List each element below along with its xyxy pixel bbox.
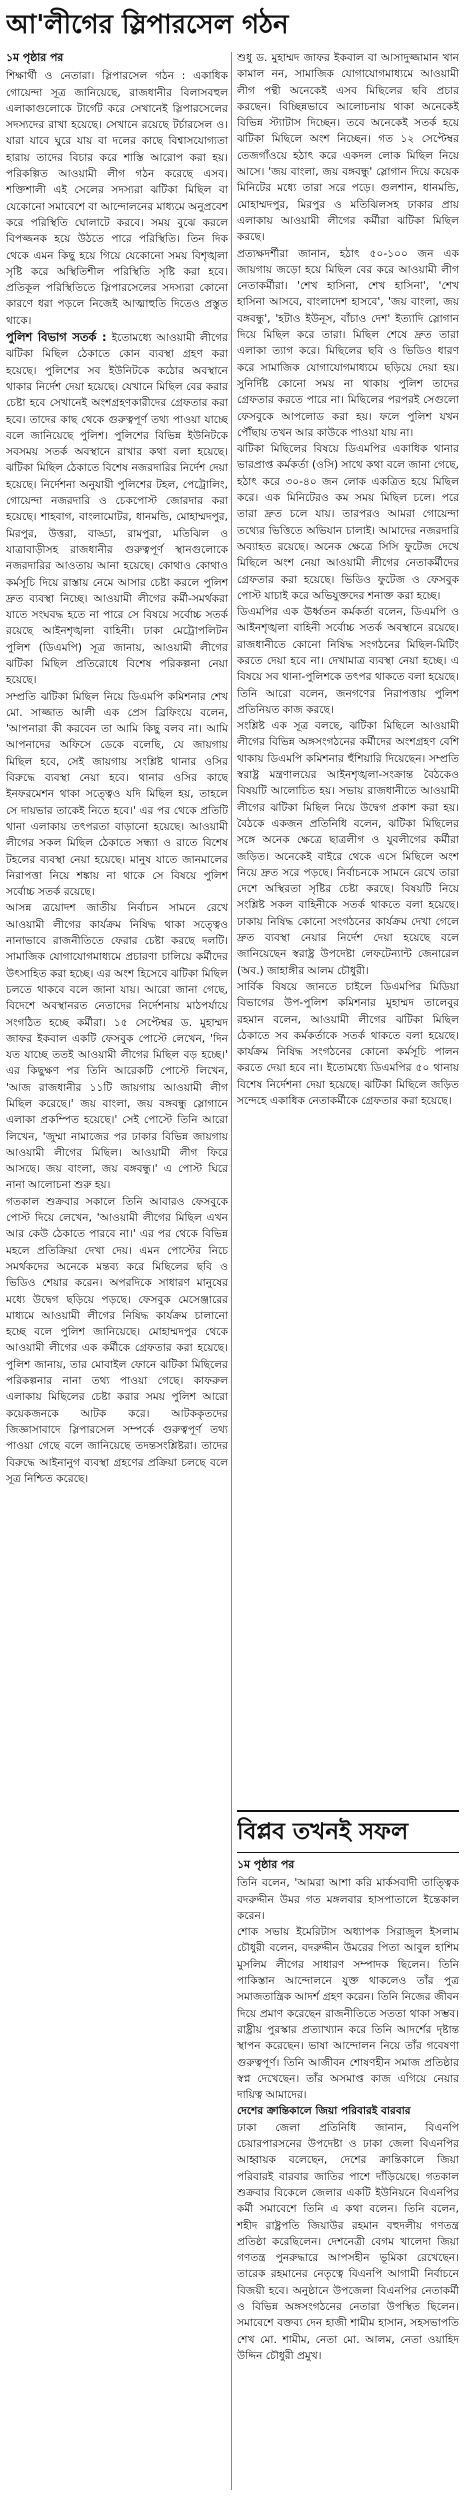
section-subhead: পুলিশ বিভাগ সতর্ক : xyxy=(6,330,107,345)
second-story xyxy=(237,1810,459,2364)
article-paragraph: শুধু ড. মুহাম্মদ জাফর ইকবাল বা আসাদুজ্জামান খান কামাল নন, সামাজিক যোগাযোগমাধ্যমে আওয়ামী লীগ পন্থী অনেকেই এসব মিছিলের ছবি প্রচার করছেন। বিচ্ছিন্নভাবে আলোচনায় থাকা অনেকেই বিভিন্ন স্ট্যাটাস দিচ্ছেন। তবে অনেকেই সতর্ক হয়ে ঝটিকা মিছিলে অংশ নিচ্ছেন। গত ১২ সেপ্টেম্বর তেজগাঁওয়ে হঠাৎ করে একদল লোক মিছিল নিয়ে আসে। 'জয় বাংলা, জয় বঙ্গবন্ধু' স্লোগান দিয়ে কয়েক মিনিটের মধ্যে তারা সরে পড়ে। গুলশান, ধানমন্ডি, মোহাম্মদপুর, মিরপুর ও মতিঝিলসহ ঢাকার প্রায় এলাকায় আওয়ামী লীগের কর্মীরা ঝটিকা মিছিল করছে। xyxy=(237,52,459,244)
left-column xyxy=(6,50,228,2492)
article-paragraph: প্রত্যক্ষদর্শীরা জানান, হঠাৎ ৫০-১০০ জন এক জায়গায় জড়ো হয়ে মিছিল বের করে আওয়ামী লীগ নেতাকর্মীরা। 'শেখ হাসিনা, শেখ হাসিনা', 'শেখ হাসিনা আসবে, বাংলাদেশ হাসবে', 'জয় বাংলা, জয় বঙ্গবন্ধু', 'হটাও ইউনূস, বাঁচাও দেশ' ইত্যাদি স্লোগান দিয়ে মিছিল করে তারা। মিছিল শেষে দ্রুত তারা এলাকা ত্যাগ করে। মিছিলের ছবি ও ভিডিও ধারণ করে সামাজিক যোগাযোগমাধ্যমে ছড়িয়ে দেয়া হয়। সুনির্দিষ্ট কোনো সময় না থাকায় পুলিশ তাদের গ্রেফতার করতে পারে না। মিছিলের পরপরই সেগুলো ফেসবুকে আপলোড করা হয়। ফলে পুলিশ যখন পৌঁছায় তখন আর কাউকে পাওয়া যায় না। xyxy=(237,247,459,439)
article-paragraph: সংশ্লিষ্ট এক সূত্র বলছে, ঝটিকা মিছিলে আওয়ামী লীগের বিভিন্ন অঙ্গসংগঠনের কর্মীদের অংশগ্রহণ বেশি থাকায় ডিএমপি কমিশনার হুঁশিয়ারি দিয়েছেন। সম্প্রতি স্বরাষ্ট্র মন্ত্রণালয়ের আইনশৃঙ্খলা-সংক্রান্ত বৈঠকেও বিষয়টি আলোচিত হয়। সভায় রাজধানীতে আওয়ামী লীগের ঝটিকা মিছিল নিয়ে উদ্বেগ প্রকাশ করা হয়। বৈঠকে একজন প্রতিনিধি বলেন, ঝটিকা মিছিলের সঙ্গে অনেক ক্ষেত্রে ছাত্রলীগ ও যুবলীগের কর্মীরা জড়িত। অনেকেই বাইরে থেকে এসে মিছিলে অংশ নিয়ে দ্রুত সরে পড়ছে। নির্বাচনকে সামনে রেখে তারা দেশে অস্থিরতা সৃষ্টির চেষ্টা করছে। বিষয়টি নিয়ে সংশ্লিষ্ট সকল বাহিনীকে সতর্ক থাকতে বলা হয়েছে। ঢাকায় নিষিদ্ধ কোনো সংগঠনের কার্যক্রম দেখা গেলে দ্রুত ব্যবস্থা নেয়ার নির্দেশ দেয়া হয়েছে বলে জানিয়েছেন স্বরাষ্ট্র উপদেষ্টা লেফটেন্যান্ট জেনারেল (অব.) জাহাঙ্গীর আলম চৌধুরী। xyxy=(237,720,459,977)
second-story-body xyxy=(237,1857,459,2364)
article-paragraph: গতকাল শুক্রবার সকালে তিনি আবারও ফেসবুকে পোস্ট দিয়ে লেখেন, 'আওয়ামী লীগের মিছিল এখন আর কেউ ঠেকাতে পারবে না।' এর পর থেকে বিভিন্ন মহলে প্রতিক্রিয়া দেখা দেয়। এমন পোস্টের নিচে সমর্থকদের অনেকে মন্তব্য করে মিছিলের ছবি ও ভিডিও শেয়ার করেন। অপরদিকে সাধারণ মানুষের মধ্যে উদ্বেগ ছড়িয়ে পড়ছে। ফেসবুক মেসেঞ্জারের মাধ্যমে আওয়ামী লীগের নিষিদ্ধ কার্যক্রম চালানো হচ্ছে বলে পুলিশ জানিয়েছে। মোহাম্মদপুর থেকে আওয়ামী লীগের এক কর্মীকে গ্রেফতার করা হয়েছে। পুলিশ জানায়, তার মোবাইল ফোনে ঝটিকা মিছিলের পরিকল্পনার নানা তথ্য পাওয়া গেছে। কাফরুল এলাকায় মিছিলের চেষ্টা করার সময় পুলিশ আরো কয়েকজনকে আটক করে। আটককৃতদের জিজ্ঞাসাবাদে স্লিপারসেল সম্পর্কে গুরুত্বপূর্ণ তথ্য পাওয়া গেছে বলে জানিয়েছে তদন্তসংশ্লিষ্টরা। তাদের বিরুদ্ধে আইনানুগ ব্যবস্থা গ্রহণের প্রক্রিয়া চলছে বলে সূত্র নিশ্চিত করেছে। xyxy=(6,1195,228,1485)
section-subhead: দেশের ক্রান্তিকালে জিয়া পরিবারই বারবার xyxy=(237,2105,411,2118)
article-paragraph: শিক্ষার্থী ও নেতারা। স্লিপারসেল গঠন : একাধিক গোয়েন্দা সূত্র জানিয়েছে, রাজধানীর বিলাসবহুল এলাকাগুলোকে টার্গেট করে সেখানেই স্লিপারসেলের সদস্যদের রাখা হয়েছে। সেখানে রয়েছে টর্চারসেল ও। যারা যাবে ঘুরে যায় বা দলের কাছে বিশ্বাসযোগ্যতা হারায় তাদের বিচার করে শাস্তি আরোপ করা হয়। পরিকল্পিত আওয়ামী লীগ গঠন করেছে এসব। শক্তিশালী এই সেলের সদস্যরা ঝটিকা মিছিল বা যেকোনো সমাবেশে বা আন্দোলনের মাধ্যমে অনুপ্রবেশ করে পরিস্থিতি ঘোলাটে করবে। সময় বুঝে করলে বিপজ্জনক হয়ে উঠতে পারে পরিস্থিতি। তিন দিক থেকে এমন কিছু হয়ে গিয়ে যেকোনো সময় বিশৃঙ্খলা সৃষ্টি করে অস্থিতিশীল পরিস্থিতি সৃষ্টি করা হবে। প্রতিকূল পরিস্থিতিতে স্লিপারসেলের সদস্যরা কোনো কারণে ধরা পড়লে নিজেই আত্মাহুতি দিতেও প্রস্তুত থাকে। xyxy=(6,70,228,327)
column-divider xyxy=(231,52,232,2490)
main-headline: আ'লীগের স্লিপারসেল গঠন xyxy=(6,10,289,40)
article-paragraph: ঝটিকা মিছিলের বিষয়ে ডিএমপির একাধিক থানার ভারপ্রাপ্ত কর্মকর্তা (ওসি) সাথে কথা বলে জানা গেছে, হঠাৎ করে ৩০-৪০ জন লোক একত্রিত হয়ে মিছিল করে। এক মিনিটেরও কম সময় মিছিল চলে। পরে তারা দ্রুত চলে যায়। তারপরও আমরা গোয়েন্দা তথ্যের ভিত্তিতে অভিযান চালাই। আমাদের নজরদারি অব্যাহত রয়েছে। অনেক ক্ষেত্রে সিসি ফুটেজ দেখে মিছিলে অংশ নেয়া আওয়ামী লীগের নেতাকর্মীদের গ্রেফতার করা হয়েছে। ভিডিও ফুটেজ ও ফেসবুক পোস্ট যাচাই করে অভিযুক্তদের শনাক্ত করা হচ্ছে। xyxy=(237,443,459,602)
article-paragraph: সম্প্রতি ঝটিকা মিছিল নিয়ে ডিএমপি কমিশনার শেখ মো. সাজ্জাত আলী এক প্রেস ব্রিফিংয়ে বলেন, 'আপনারা কী করবেন তা আমি কিছু বলব না। আমি আপনাদের অফিসে ডেকে বলেছি, যে জায়গায় মিছিল হবে, সেই জায়গায় সংশ্লিষ্ট থানার ওসির বিরুদ্ধে ব্যবস্থা নেয়া হবে। থানার ওসির কাছে ইনফরমেশন থাকা সত্ত্বেও যদি মিছিল হয়, তাহলে সে দায়ভার তাকেই নিতে হবে।' এর পর থেকে প্রতিটি থানা এলাকায় তৎপরতা বাড়ানো হয়েছে। আওয়ামী লীগের সকল মিছিল ঠেকাতে সন্ধ্যা ও রাতে বিশেষ টহলের ব্যবস্থা নেয়া হয়েছে। মানুষ যাতে জানমালের নিরাপত্তা নিয়ে শঙ্কায় না থাকে সে বিষয়ে পুলিশ সর্বোচ্চ সতর্ক রয়েছে। xyxy=(6,690,228,899)
continued-from-label: ১ম পৃষ্ঠার পর xyxy=(6,51,64,64)
article-paragraph: তিনি বলেন, 'আমরা আশা করি মার্কসবাদী তাত্ত্বিক বদরুদ্দীন উমর গত মঙ্গলবার হাসপাতালে ইন্তেকাল করেন। xyxy=(237,1877,459,1922)
continued-from-label: ১ম পৃষ্ঠার পর xyxy=(237,1858,295,1871)
article-paragraph: আসন্ন ত্রয়োদশ জাতীয় নির্বাচন সামনে রেখে আওয়ামী লীগের কার্যক্রম নিষিদ্ধ থাকা সত্ত্বেও নানাভাবে রাজনীতিতে ফেরার চেষ্টা করছে দলটি। সামাজিক যোগাযোগমাধ্যমে প্রচারণা চালিয়ে কর্মীদের উৎসাহিত করা হচ্ছে। এর অংশ হিসেবে ঝটিকা মিছিল চলতে থাকবে বলে জানা যায়। আরো জানা গেছে, বিদেশে অবস্থানরত নেতাদের নির্দেশনায় মাঠপর্যায়ে সংগঠিত হচ্ছে কর্মীরা। ১৫ সেপ্টেম্বর ড. মুহাম্মদ জাফর ইকবাল একটি ফেসবুক পোস্টে লেখেন, 'দিন যত যাচ্ছে ততই আওয়ামী লীগের মিছিল বড় হচ্ছে।' এর কিছুক্ষণ পর তিনি আরেকটি পোস্টে লিখেন, 'আজ রাজধানীর ১১টি জায়গায় আওয়ামী লীগ মিছিল করেছে।' জয় বাংলা, জয় বঙ্গবন্ধু স্লোগানে এলাকা প্রকম্পিত হয়েছে।' সেই পোস্টে তিনি আরো লিখেন, 'জুম্মা নামাজের পর ঢাকার বিভিন্ন জায়গায় আওয়ামী লীগের মিছিল। আওয়ামী লীগ ফিরে আসছে। জয় বাংলা, জয় বঙ্গবন্ধু।' এ পোস্ট ঘিরে নানা আলোচনা শুরু হয়। xyxy=(6,902,228,1192)
right-column xyxy=(237,50,459,1800)
second-headline: বিপ্লব তখনই সফল xyxy=(237,1810,459,1853)
article-paragraph: ইতোমধ্যে আওয়ামী লীগের ঝটিকা মিছিল ঠেকাতে কোন ব্যবস্থা গ্রহণ করা হয়েছে। পুলিশের সব ইউনিটকে কঠোর অবস্থানে থাকার নির্দেশ দেয়া হয়েছে। যেখানে মিছিল বের করার চেষ্টা হবে সেখানেই অংশগ্রহণকারীদের গ্রেফতার করা হবে। তাদের কাছ থেকে গুরুত্বপূর্ণ তথ্য পাওয়া যাচ্ছে বলে জানিয়েছে পুলিশ। পুলিশের বিভিন্ন ইউনিটকে সবসময় সতর্ক অবস্থানে রাখার কথা বলা হয়েছে। ঝটিকা মিছিল ঠেকাতে বিশেষ নজরদারির নির্দেশ দেয়া হয়েছে। নির্দেশনা অনুযায়ী পুলিশের টহল, পেট্রোলিং, গোয়েন্দা নজরদারি ও চেকপোস্ট জোরদার করা হয়েছে। শাহবাগ, বাংলামোটর, ধানমন্ডি, মোহাম্মদপুর, মিরপুর, উত্তরা, বাড্ডা, রামপুরা, মতিঝিল ও যাত্রাবাড়ীসহ রাজধানীর গুরুত্বপূর্ণ স্থানগুলোকে নজরদারির আওতায় আনা হয়েছে। কোথাও কোথাও কর্মসূচি দিয়ে রাস্তায় নেমে আসার চেষ্টা করলে পুলিশ দ্রুত ব্যবস্থা নিচ্ছে। আওয়ামী লীগের কর্মী-সমর্থকরা যাতে সংঘবদ্ধ হতে না পারে সে বিষয়ে সর্বোচ্চ সতর্ক রয়েছে আইনশৃঙ্খলা বাহিনী। ঢাকা মেট্রোপলিটন পুলিশ (ডিএমপি) সূত্র জানায়, আওয়ামী লীগের ঝটিকা মিছিল প্রতিরোধে বিশেষ পরিকল্পনা নেয়া হয়েছে। xyxy=(6,332,228,687)
article-paragraph: সার্বিক বিষয়ে জানতে চাইলে ডিএমপির মিডিয়া বিভাগের উপ-পুলিশ কমিশনার মুহাম্মদ তালেবুর রহমান বলেন, আওয়ামী লীগের ঝটিকা মিছিল ঠেকাতে সব কর্মকর্তাকে সতর্ক থাকতে বলা হয়েছে। কার্যক্রম নিষিদ্ধ সংগঠনের কোনো কর্মসূচি পালন করতে দেয়া হবে না। ইতোমধ্যে ডিএমপির ৫০ থানায় বিশেষ নির্দেশনা দেয়া হয়েছে। ঝটিকা মিছিলে জড়িত সন্দেহে একাধিক নেতাকর্মীকে গ্রেফতার করা হয়েছে। xyxy=(237,980,459,1107)
article-paragraph: শোক সভায় ইমেরিটাস অধ্যাপক সিরাজুল ইসলাম চৌধুরী বলেন, বদরুদ্দীন উমরের পিতা আবুল হাশিম মুসলিম লীগের সাধারণ সম্পাদক ছিলেন। তিনি পাকিস্তান আন্দোলনে যুক্ত থাকলেও তাঁর পুত্র সমাজতান্ত্রিক আদর্শ গ্রহণ করেন। তিনি নিজের জীবন দিয়ে প্রমাণ করেছেন রাজনীতিতে সততা থাকা সম্ভব। রাষ্ট্রীয় পুরস্কার প্রত্যাখ্যান করে তিনি আদর্শের দৃষ্টান্ত স্থাপন করেছেন। ভাষা আন্দোলন নিয়ে তাঁর গবেষণা গুরুত্বপূর্ণ। তিনি আজীবন শোষণহীন সমাজ প্রতিষ্ঠার স্বপ্ন দেখেছেন। তাঁর অসমাপ্ত কাজ এগিয়ে নেয়ার দায়িত্ব আমাদের। xyxy=(237,1926,459,2102)
article-paragraph: ঢাকা জেলা প্রতিনিধি জানান, বিএনপি চেয়ারপারসনের উপদেষ্টা ও ঢাকা জেলা বিএনপির আহ্বায়ক বলেছেন, দেশের ক্রান্তিকালে জিয়া পরিবারই বারবার জাতির পাশে দাঁড়িয়েছে। গতকাল শুক্রবার বিকেলে জেলার একটি ইউনিয়নে বিএনপির কর্মী সমাবেশে তিনি এ কথা বলেন। তিনি বলেন, শহীদ রাষ্ট্রপতি জিয়াউর রহমান বহুদলীয় গণতন্ত্র প্রতিষ্ঠা করেছিলেন। দেশনেত্রী বেগম খালেদা জিয়া গণতন্ত্র পুনরুদ্ধারে আপসহীন ভূমিকা রেখেছেন। তারেক রহমানের নেতৃত্বে বিএনপি আগামী নির্বাচনে বিজয়ী হবে। অনুষ্ঠানে উপজেলা বিএনপির নেতাকর্মী ও বিভিন্ন অঙ্গসংগঠনের নেতারা উপস্থিত ছিলেন। সমাবেশে বক্তব্য দেন হাজী শামীম হাসান, সহসভাপতি শেখ মো. শামীম, নেতা মো. আলম, নেতা ওয়াহিদ উদ্দিন চৌধুরী প্রমুখ। xyxy=(237,2121,459,2362)
article-paragraph: ডিএমপির এক ঊর্ধ্বতন কর্মকর্তা বলেন, ডিএমপি ও আইনশৃঙ্খলা বাহিনী সর্বোচ্চ সতর্ক অবস্থানে রয়েছে। রাজধানীতে কোনো নিষিদ্ধ সংগঠনের মিছিল-মিটিং করতে দেয়া হবে না। দেখামাত্র ব্যবস্থা নেয়া হচ্ছে। এ বিষয়ে সব থানা-পুলিশকে তৎপর থাকতে বলা হয়েছে। তিনি আরো বলেন, জনগণের নিরাপত্তায় পুলিশ প্রতিনিয়ত কাজ করছে। xyxy=(237,606,459,716)
